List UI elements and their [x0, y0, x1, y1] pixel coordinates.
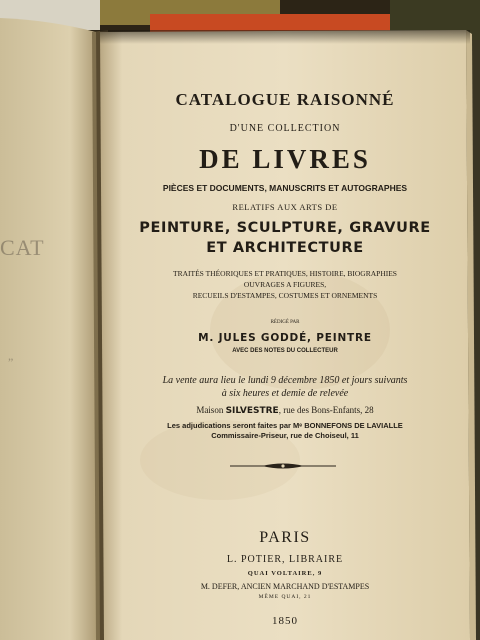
venue-address: , rue des Bons-Enfants, 28 — [278, 405, 374, 415]
left-page-bleed-mark: ” — [8, 355, 14, 369]
redige-par: RÉDIGÉ PAR — [270, 320, 300, 325]
imprint-dealer-address: MÊME QUAI, 21 — [258, 594, 312, 600]
imprint-year: 1850 — [272, 615, 298, 627]
sale-venue — [105, 405, 465, 416]
imprint-dealer: M. DEFER, ANCIEN MARCHAND D'ESTAMPES — [200, 582, 370, 591]
subtitle-pieces: PIÈCES ET DOCUMENTS, MANUSCRITS ET AUTOGRAPHES — [162, 183, 408, 193]
contents-ouvrages: OUVRAGES A FIGURES, — [243, 280, 327, 289]
imprint-publisher: L. POTIER, LIBRAIRE — [226, 554, 344, 565]
subtitle-peinture: PEINTURE, SCULPTURE, GRAVURE — [139, 220, 431, 236]
venue-prefix: Maison — [196, 405, 226, 415]
sale-date-line-2: à six heures et demie de relevée — [221, 388, 349, 399]
auctioneer-line-2: Commissaire-Priseur, rue de Choiseul, 11 — [211, 431, 359, 440]
left-page-bleed-text: CAT — [0, 235, 45, 260]
subtitle-relatifs: RELATIFS AUX ARTS DE — [232, 202, 338, 212]
imprint-publisher-address: QUAI VOLTAIRE, 9 — [247, 570, 323, 577]
author-name: M. JULES GODDÉ, PEINTRE — [198, 332, 372, 344]
venue-name: SILVESTRE — [225, 406, 279, 416]
title-livres: DE LIVRES — [199, 144, 371, 174]
title-page — [105, 30, 465, 630]
author-notes: AVEC DES NOTES DU COLLECTEUR — [232, 348, 338, 354]
imprint-city: PARIS — [259, 529, 311, 546]
title-collection: D'UNE COLLECTION — [229, 123, 341, 134]
sale-date-line-1: La vente aura lieu le lundi 9 décembre 1850 et jours suivants — [162, 375, 408, 386]
contents-recueils: RECUEILS D'ESTAMPES, COSTUMES ET ORNEMENTS — [192, 291, 378, 300]
title-catalogue: CATALOGUE RAISONNÉ — [175, 90, 395, 109]
auctioneer-line-1: Les adjudications seront faites par Mᵉ BONNEFONS DE LAVIALLE — [167, 421, 403, 430]
left-page — [0, 18, 100, 640]
subtitle-architecture: ET ARCHITECTURE — [206, 240, 364, 256]
contents-traites: TRAITÉS THÉORIQUES ET PRATIQUES, HISTOIRE, BIOGRAPHIES — [173, 269, 397, 278]
